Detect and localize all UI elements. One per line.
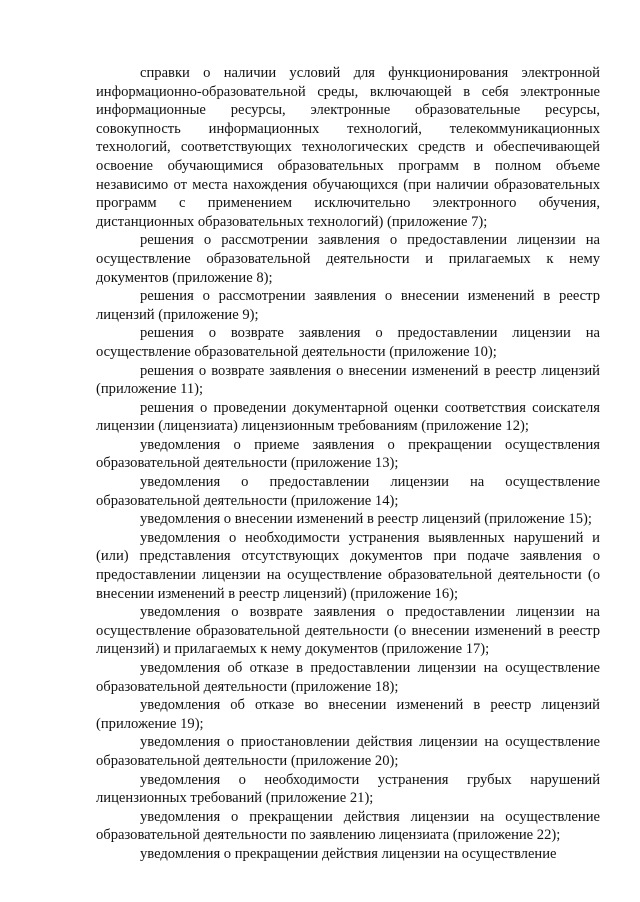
paragraph-notice-fix-violations: уведомления о необходимости устранения выявленных нарушений и (или) представления отсутствующих документов при подаче заявления о предоставлении лицензии на осуществление образовательной деятельности (о внесении изменений в реестр лицензий) (приложение 16); — [96, 529, 600, 602]
paragraph-certificate-conditions: справки о наличии условий для функционирования электронной информационно-образовательной среды, включающей в себя электронные информационные ресурсы, электронные образовательные ресурсы, совокупность информационных технологий, телекоммуникационных технологий, соответствующих технологических средств и обеспечивающей освоение обучающимися образовательных программ в полном объеме независимо от места нахождения обучающихся (при наличии образовательных программ с применением исключительно электронного обучения, дистанционных образовательных технологий) (приложение 7); — [96, 65, 600, 230]
paragraph-notice-return-application: уведомления о возврате заявления о предоставлении лицензии на осуществление образовательной деятельности (о внесении изменений в реестр лицензий) и прилагаемых к нему документов (приложение 17); — [96, 604, 600, 658]
paragraph-notice-license-refused: уведомления об отказе в предоставлении лицензии на осуществление образовательной деятельности (приложение 18); — [96, 660, 600, 695]
paragraph-notice-license-suspended: уведомления о приостановлении действия лицензии на осуществление образовательной деятельности (приложение 20); — [96, 734, 600, 769]
paragraph-decision-documentary-assessment: решения о проведении документарной оценки соответствия соискателя лицензии (лицензиата) лицензионным требованиям (приложение 12); — [96, 399, 600, 435]
paragraph-notice-termination-request-received: уведомления о приеме заявления о прекращении осуществления образовательной деятельности (приложение 13); — [96, 436, 600, 472]
paragraph-notice-termination-by-licensee: уведомления о прекращении действия лицензии на осуществление образовательной деятельности по заявлению лицензиата (приложение 22); — [96, 808, 600, 844]
paragraph-notice-termination-partial: уведомления о прекращении действия лицензии на осуществление — [140, 845, 557, 862]
document-page — [96, 64, 600, 864]
paragraph-notice-license-granted: уведомления о предоставлении лицензии на осуществление образовательной деятельности (приложение 14); — [96, 474, 600, 509]
paragraph-notice-gross-violations: уведомления о необходимости устранения грубых нарушений лицензионных требований (приложение 21); — [96, 771, 600, 807]
paragraph-decision-review-registry-change: решения о рассмотрении заявления о внесении изменений в реестр лицензий (приложение 9); — [96, 288, 600, 323]
paragraph-decision-return-license-application: решения о возврате заявления о предоставлении лицензии на осуществление образовательной деятельности (приложение 10); — [96, 325, 600, 360]
paragraph-decision-review-license-application: решения о рассмотрении заявления о предоставлении лицензии на осуществление образовательной деятельности и прилагаемых к нему документов (приложение 8); — [96, 232, 600, 286]
paragraph-notice-registry-change-refused: уведомления об отказе во внесении изменений в реестр лицензий (приложение 19); — [96, 697, 600, 732]
paragraph-notice-registry-changed: уведомления о внесении изменений в реестр лицензий (приложение 15); — [140, 511, 592, 528]
paragraph-decision-return-registry-change: решения о возврате заявления о внесении изменений в реестр лицензий (приложение 11); — [96, 362, 600, 398]
